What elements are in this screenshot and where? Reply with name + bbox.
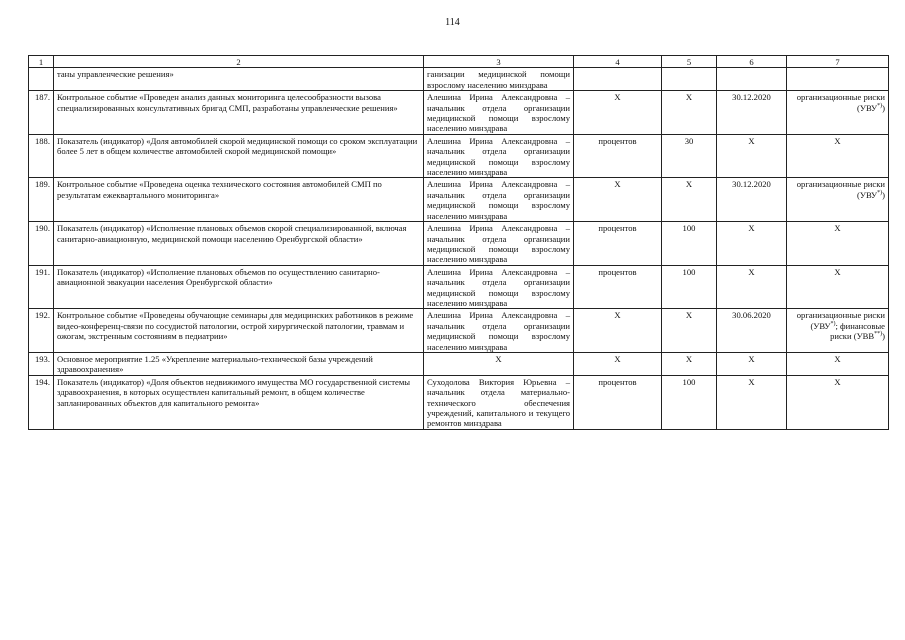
row-number: 189. (29, 178, 54, 222)
risk-sup: *) (877, 190, 883, 197)
row-number: 194. (29, 375, 54, 429)
row-value: Х (662, 91, 717, 135)
row-description: Основное мероприятие 1.25 «Укрепление материально-технической базы учреждений здравоохранения» (54, 352, 424, 375)
row-value: 100 (662, 222, 717, 266)
risk-text: Х (834, 223, 841, 234)
row-description: таны управленческие решения» (54, 68, 424, 91)
table-row (29, 309, 889, 353)
table-row (29, 375, 889, 429)
row-number: 187. (29, 91, 54, 135)
row-value: 100 (662, 265, 717, 309)
row-description: Показатель (индикатор) «Доля автомобилей скорой медицинской помощи со сроком эксплуатации более 5 лет в общем количестве автомобилей скорой медицинской помощи» (54, 134, 424, 178)
header-cell: 5 (662, 56, 717, 68)
row-risks (787, 265, 889, 309)
row-date: 30.12.2020 (717, 178, 787, 222)
row-responsible: Х (424, 352, 574, 375)
row-description: Контрольное событие «Проведена оценка технического состояния автомобилей СМП по результатам ежеквартального мониторинга» (54, 178, 424, 222)
risk2-text: ; финансовые риски (УВВ (830, 320, 885, 342)
row-value: 30 (662, 134, 717, 178)
row-value: Х (662, 352, 717, 375)
row-description: Показатель (индикатор) «Доля объектов недвижимого имущества МО государственной системы здравоохранения, в которых осуществлен капитальный ремонт, в общем количестве запланированных объектов для капитального ремонта» (54, 375, 424, 429)
table-row (29, 134, 889, 178)
row-responsible: Алешина Ирина Александровна – начальник отдела организации медицинской помощи взрослому населению минздрава (424, 134, 574, 178)
row-responsible: Алешина Ирина Александровна – начальник отдела организации медицинской помощи взрослому населению минздрава (424, 91, 574, 135)
row-value: Х (662, 309, 717, 353)
row-unit: Х (574, 309, 662, 353)
row-risks (787, 134, 889, 178)
row-date: Х (717, 265, 787, 309)
row-responsible: Алешина Ирина Александровна – начальник отдела организации медицинской помощи взрослому населению минздрава (424, 222, 574, 266)
row-number (29, 68, 54, 91)
header-cell: 6 (717, 56, 787, 68)
risk-close: ) (882, 102, 885, 113)
row-description: Показатель (индикатор) «Исполнение плановых объемов скорой специализированной, включая санитарно-авиационную, медицинской помощи населению Оренбургской области» (54, 222, 424, 266)
row-responsible: Алешина Ирина Александровна – начальник отдела организации медицинской помощи взрослому населению минздрава (424, 178, 574, 222)
row-number: 188. (29, 134, 54, 178)
header-cell: 3 (424, 56, 574, 68)
risk-text: организационные риски (УВУ (796, 179, 885, 200)
table-row (29, 222, 889, 266)
table-row (29, 68, 889, 91)
row-responsible: ганизации медицинской помощи взрослому населению минздрава (424, 68, 574, 91)
risk-sup: *) (830, 320, 836, 327)
risk2-sup: **) (874, 331, 883, 338)
row-unit: процентов (574, 134, 662, 178)
row-date (717, 68, 787, 91)
table-row (29, 91, 889, 135)
risk-text: организационные риски (УВУ (796, 92, 885, 113)
row-risks (787, 375, 889, 429)
risk-close: ) (882, 331, 885, 342)
row-unit: процентов (574, 222, 662, 266)
row-date: Х (717, 375, 787, 429)
header-row (29, 56, 889, 68)
row-description: Показатель (индикатор) «Исполнение плановых объемов по осуществлению санитарно-авиационной эвакуации населения Оренбургской области» (54, 265, 424, 309)
table-row (29, 265, 889, 309)
page-number: 114 (445, 17, 460, 28)
row-unit: процентов (574, 375, 662, 429)
risk-text: Х (834, 135, 841, 146)
row-value: Х (662, 178, 717, 222)
row-risks (787, 178, 889, 222)
row-date: 30.06.2020 (717, 309, 787, 353)
header-cell: 7 (787, 56, 889, 68)
row-responsible: Суходолова Виктория Юрьевна – начальник отдела материально-технического обеспечения учреждений, капитального и текущего ремонтов минздрава (424, 375, 574, 429)
risk-text: Х (834, 266, 841, 277)
row-unit: Х (574, 91, 662, 135)
row-date: Х (717, 352, 787, 375)
risk-text: Х (834, 353, 841, 364)
row-unit: Х (574, 352, 662, 375)
row-risks (787, 222, 889, 266)
row-value: 100 (662, 375, 717, 429)
row-value (662, 68, 717, 91)
row-number: 193. (29, 352, 54, 375)
risk-text: Х (834, 376, 841, 387)
risk-text: организационные риски (УВУ (796, 310, 885, 331)
plan-table (28, 55, 889, 430)
row-unit: Х (574, 178, 662, 222)
risk-sup: *) (877, 102, 883, 109)
row-description: Контрольное событие «Проведен анализ данных мониторинга целесообразности вызова специализированных консультативных бригад СМП, разработаны управленческие решения» (54, 91, 424, 135)
row-number: 190. (29, 222, 54, 266)
table-row (29, 352, 889, 375)
row-number: 192. (29, 309, 54, 353)
row-risks (787, 309, 889, 353)
row-description: Контрольное событие «Проведены обучающие семинары для медицинских работников в режиме видео-конференц-связи по сосудистой патологии, острой хирургической патологии, травмам и ожогам, экстренным состояниям в педиатрии» (54, 309, 424, 353)
row-number: 191. (29, 265, 54, 309)
row-date: Х (717, 134, 787, 178)
row-responsible: Алешина Ирина Александровна – начальник отдела организации медицинской помощи взрослому населению минздрава (424, 309, 574, 353)
risk-close: ) (882, 189, 885, 200)
row-risks (787, 91, 889, 135)
header-cell: 1 (29, 56, 54, 68)
row-risks (787, 68, 889, 91)
row-date: Х (717, 222, 787, 266)
table-row (29, 178, 889, 222)
row-responsible: Алешина Ирина Александровна – начальник отдела организации медицинской помощи взрослому населению минздрава (424, 265, 574, 309)
row-unit (574, 68, 662, 91)
row-risks (787, 352, 889, 375)
header-cell: 2 (54, 56, 424, 68)
row-unit: процентов (574, 265, 662, 309)
row-date: 30.12.2020 (717, 91, 787, 135)
header-cell: 4 (574, 56, 662, 68)
